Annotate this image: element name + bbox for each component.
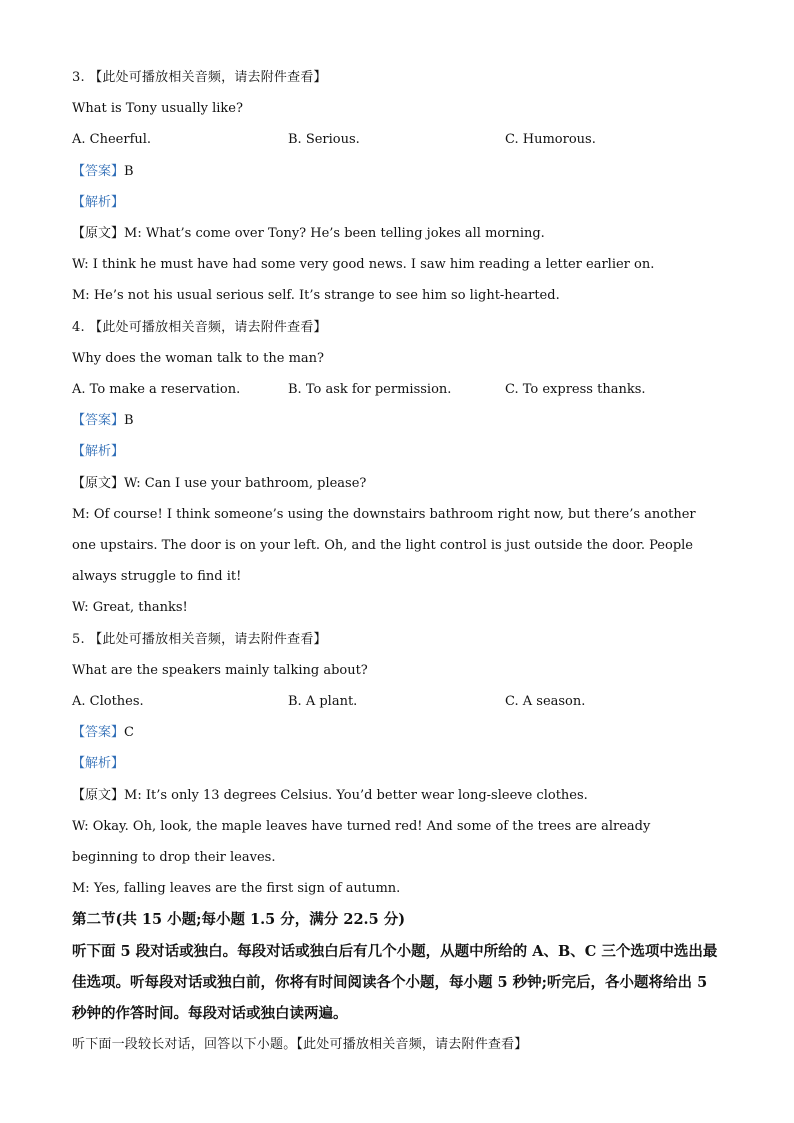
q3-answer-value: B [124,163,134,179]
q5-option-b: B. A plant. [288,694,358,710]
q5-analysis [72,748,732,779]
q5-transcript-line [72,780,732,811]
answer-tag: 【答案】 [72,163,125,179]
q3-transcript-line: M: He’s not his usual serious self. It’s strange to see him so light-hearted. [72,288,560,304]
q3-analysis [72,187,732,218]
analysis-tag: 【解析】 [72,444,125,460]
q4-analysis [72,436,732,467]
analysis-tag: 【解析】 [72,756,125,772]
q3-option-c: C. Humorous. [505,132,596,148]
q3-transcript-line [72,218,732,249]
q4-transcript-line: W: Great, thanks! [72,600,188,616]
section-intro: 听下面一段较长对话，回答以下小题。【此处可播放相关音频，请去附件查看】 [72,1037,528,1053]
q3-question: What is Tony usually like? [72,101,243,117]
q4-question: Why does the woman talk to the man? [72,350,324,366]
original-tag: 【原文】 [72,226,125,241]
q5-transcript-line: W: Okay. Oh, look, the maple leaves have turned red! And some of the trees are already beginning to drop their leaves. [72,818,651,866]
q4-transcript-text: W: Can I use your bathroom, please? [124,475,367,491]
q5-answer-value: C [124,725,134,741]
document-page [72,62,732,1060]
q5-transcript-line: M: Yes, falling leaves are the first sign of autumn. [72,881,401,897]
q5-option-a: A. Clothes. [72,694,144,710]
q3-answer [72,156,732,187]
original-tag: 【原文】 [72,475,125,491]
q4-transcript-line: M: Of course! I think someone’s using the downstairs bathroom right now, but there’s another one upstairs. The door is on your left. Oh, and the light control is just outside the door. People always struggle to find it! [72,506,696,585]
q4-transcript-line [72,468,732,499]
answer-tag: 【答案】 [72,725,125,741]
q5-question: What are the speakers mainly talking about? [72,662,368,678]
section-instructions: 听下面 5 段对话或独白。每段对话或独白后有几个小题，从题中所给的 A、B、C 三个选项中选出最佳选项。听每段对话或独白前，你将有时间阅读各个小题，每小题 5 秒钟;听完后，各小题将给出 5 秒钟的作答时间。每段对话或独白读两遍。 [72,942,718,1023]
q5-option-c: C. A season. [505,694,586,710]
q3-transcript-text: M: What’s come over Tony? He’s been telling jokes all morning. [124,226,545,241]
q5-heading: 5. 【此处可播放相关音频，请去附件查看】 [72,631,327,647]
q3-options [72,124,732,155]
q4-option-a: A. To make a reservation. [72,382,241,398]
q3-heading: 3. 【此处可播放相关音频，请去附件查看】 [72,70,327,85]
q3-option-b: B. Serious. [288,132,360,148]
q5-transcript-text: M: It’s only 13 degrees Celsius. You’d better wear long-sleeve clothes. [124,787,588,803]
q4-answer [72,405,732,436]
original-tag: 【原文】 [72,787,125,803]
q5-options [72,686,732,717]
section-title: 第二节(共 15 小题;每小题 1.5 分，满分 22.5 分) [72,911,406,929]
q4-heading: 4. 【此处可播放相关音频，请去附件查看】 [72,319,327,335]
q3-option-a: A. Cheerful. [72,132,152,148]
q5-answer [72,717,732,748]
q4-option-c: C. To express thanks. [505,382,646,398]
q4-options [72,374,732,405]
analysis-tag: 【解析】 [72,194,125,210]
q4-answer-value: B [124,413,134,429]
answer-tag: 【答案】 [72,413,125,429]
q4-option-b: B. To ask for permission. [288,382,452,398]
q3-transcript-line: W: I think he must have had some very good news. I saw him reading a letter earlier on. [72,257,655,273]
